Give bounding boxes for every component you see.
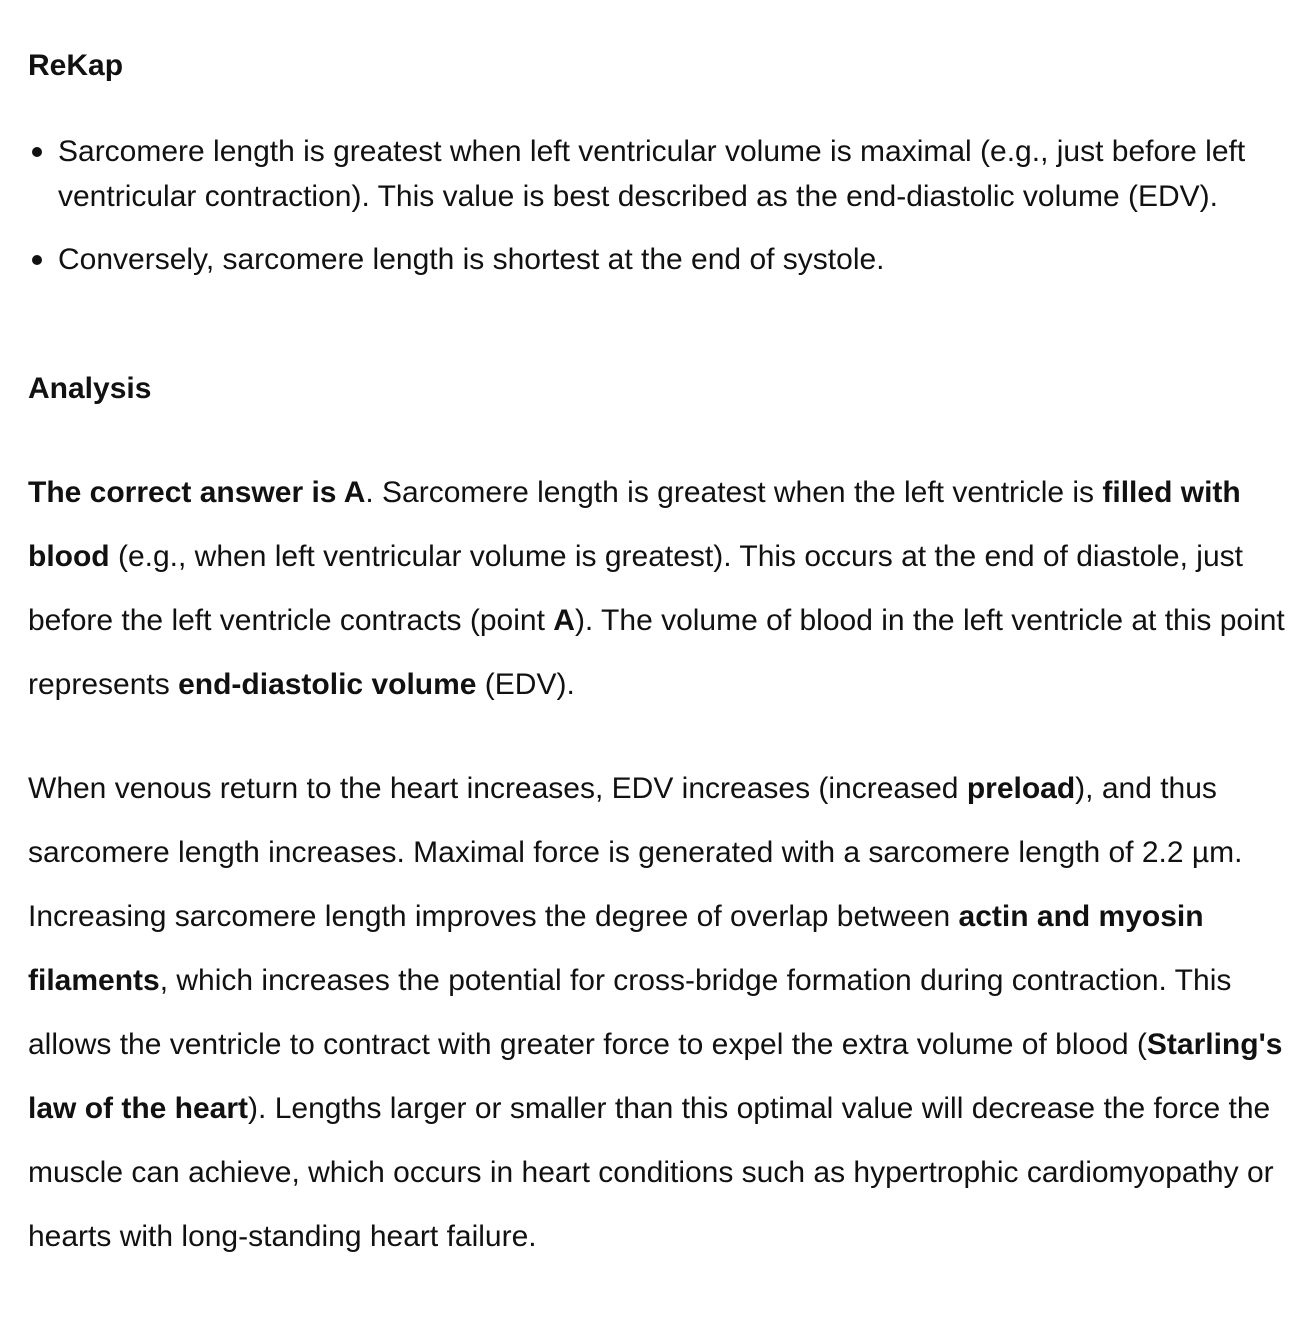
rekap-bullet-list bbox=[28, 129, 1288, 300]
text-run: . Sarcomere length is greatest when the left ventricle is bbox=[365, 476, 1103, 509]
text-run: ). The volume of blood in the left ventricle at this point represents bbox=[28, 604, 1285, 701]
bullet-dot-icon bbox=[32, 255, 42, 265]
emphasis-text: end-diastolic volume bbox=[178, 668, 477, 701]
emphasis-text: Starling's law of the heart bbox=[28, 1028, 1283, 1125]
emphasis-text: A bbox=[553, 604, 575, 637]
text-run: ), and thus sarcomere length increases. Maximal force is generated with a sarcomere length of 2.2 µm. Increasing sarcomere length improves the degree of overlap between bbox=[28, 772, 1243, 933]
text-run: , which increases the potential for cross-bridge formation during contraction. This allows the ventricle to contract with greater force to expel the extra volume of blood ( bbox=[28, 964, 1232, 1061]
text-run: ). Lengths larger or smaller than this optimal value will decrease the force the muscle can achieve, which occurs in heart conditions such as hypertrophic cardiomyopathy or hearts with long-standing heart failure. bbox=[28, 1092, 1274, 1253]
rekap-heading: ReKap bbox=[28, 49, 124, 82]
emphasis-text: actin and myosin filaments bbox=[28, 900, 1204, 997]
emphasis-text: filled with blood bbox=[28, 476, 1241, 573]
text-run: When venous return to the heart increases, EDV increases (increased bbox=[28, 772, 967, 805]
text-run: (e.g., when left ventricular volume is greatest). This occurs at the end of diastole, just before the left ventricle contracts (point bbox=[28, 540, 1243, 637]
analysis-paragraph-explanation bbox=[28, 757, 1288, 1269]
rekap-bullet-item bbox=[28, 237, 1288, 282]
text-run: (EDV). bbox=[476, 668, 575, 701]
analysis-paragraph-answer bbox=[28, 461, 1288, 717]
analysis-heading: Analysis bbox=[28, 372, 152, 405]
bullet-dot-icon bbox=[32, 147, 42, 157]
correct-answer-statement: The correct answer is A bbox=[28, 476, 366, 509]
rekap-bullet-text: Sarcomere length is greatest when left ventricular volume is maximal (e.g., just before left ventricular contraction). This value is best described as the end-diastolic volume (EDV). bbox=[58, 135, 1246, 213]
emphasis-text: preload bbox=[966, 772, 1076, 805]
rekap-bullet-item bbox=[28, 129, 1288, 219]
rekap-bullet-text: Conversely, sarcomere length is shortest at the end of systole. bbox=[58, 243, 885, 276]
